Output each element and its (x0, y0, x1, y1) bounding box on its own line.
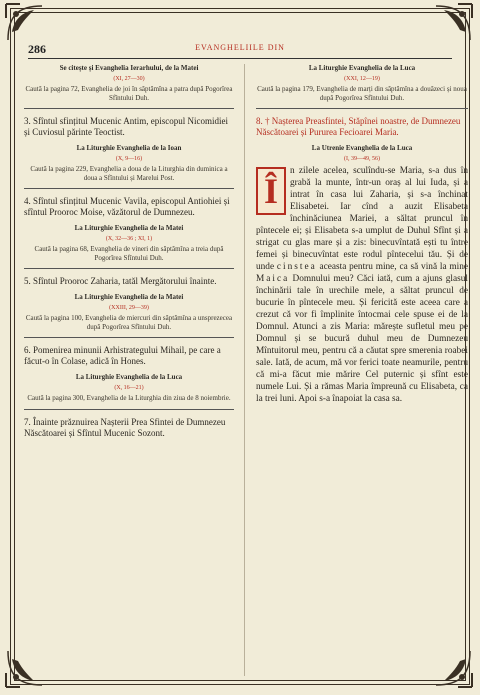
reading-title: La Utrenie Evanghelia de la Luca (311, 144, 413, 152)
saint-entry: 7. Înainte prăznuirea Nașterii Prea Sfintei de Dumnezeu Născătoarei și Sfîntul Mucenic Sozont. (24, 416, 226, 438)
header-rule (28, 58, 452, 59)
right-column (256, 64, 468, 405)
gospel-text-part: n zilele acelea, sculîndu-se Maria, s-a dus în grabă la munte, într-un oraș al lui Iuda, și a intrat în casa lui Zaharia, și s-a închinat Elisabetei. Iar cînd a auzit Elisabeta închinăciunea Mariei, a săltat pruncul în pîntecele ei; și Elisabeta s-a umplut de Duhul Sfînt și a strigat cu glas mare și a zis: binecuvîntată ești tu între femei și binecuvîntat este rodul pîntecelui tău. Și de unde (256, 166, 468, 272)
column-divider (244, 64, 245, 676)
gospel-spaced-word: cinstea (276, 262, 317, 272)
reading-title: Se citește și Evanghelia Ierarhului, de la Matei (59, 64, 199, 72)
saint-entry: 5. Sfîntul Prooroc Zaharia, tatăl Mergătorului înainte. (24, 276, 217, 286)
left-column (24, 64, 234, 445)
reading-reference: (X, 16—21) (114, 385, 144, 391)
reading-title: La Liturghie Evanghelia de la Ioan (76, 144, 182, 152)
saint-entry: 4. Sfîntul sfințitul Mucenic Vavila, episcopul Antiohiei și sfîntul Prooroc Moise, văzătorul de Dumnezeu. (24, 196, 230, 217)
reading-title: La Liturghie Evanghelia de la Luca (308, 64, 416, 72)
drop-cap (256, 167, 286, 215)
saint-entry: 6. Pomenirea minunii Arhistrategului Mihail, pe care a făcut-o în Colase, adică în Hones. (24, 345, 221, 366)
corner-ornament-icon (432, 2, 474, 44)
reading-reference: (XI, 27—30) (113, 76, 145, 82)
reading-title: La Liturghie Evanghelia de la Luca (75, 373, 183, 381)
section-rule (24, 108, 234, 109)
page-number: 286 (28, 42, 46, 56)
reading-instruction: Caută la pagina 100, Evanghelia de miercuri din săptămîna a unsprezecea după Pogorîrea Sfîntului Duh. (25, 314, 233, 331)
reading-reference: (X, 32—36 ; XI, 1) (105, 236, 153, 242)
section-rule (24, 268, 234, 269)
feast-entry: 8. † Nașterea Preasfintei, Stăpînei noastre, de Dumnezeu Născătoarei și Pururea Fecioarei Maria. (256, 116, 461, 137)
reading-reference: (XXI, 12—19) (344, 76, 380, 82)
page-header (28, 42, 452, 58)
reading-instruction: Caută la pagina 68, Evanghelia de vineri din săptămîna a treia după Pogorîrea Sfîntului Duh. (34, 245, 224, 262)
gospel-text-part: aceasta pentru mine, ca să vină la mine (316, 262, 468, 272)
reading-instruction: Caută la pagina 179, Evanghelia de marți din săptămîna a douăzeci și noua după Pogorîrea Sfîntului Duh. (257, 85, 467, 102)
section-rule (24, 337, 234, 338)
corner-ornament-icon (432, 647, 474, 689)
reading-reference: (XXIII, 29—39) (109, 305, 149, 311)
reading-title: La Liturghie Evanghelia de la Matei (74, 224, 184, 232)
reading-reference: (I, 39—49, 56) (344, 156, 380, 162)
running-head: EVANGHELIILE DIN (195, 43, 285, 52)
section-rule (24, 409, 234, 410)
reading-instruction: Caută la pagina 72, Evanghelia de joi în săptămîna a patra după Pogorîrea Sfîntului Duh. (25, 85, 233, 102)
drop-cap-letter: Î (263, 171, 278, 211)
reading-reference: (X, 9—16) (115, 156, 143, 162)
section-rule (24, 188, 234, 189)
reading-title: La Liturghie Evanghelia de la Matei (74, 293, 184, 301)
reading-instruction: Caută la pagina 300, Evanghelia de la Liturghia din ziua de 8 noiembrie. (27, 394, 231, 402)
section-rule (256, 108, 468, 109)
gospel-text-part: Domnului meu? Căci iată, cum a ajuns glasul închinării tale în urechile mele, a săltat pruncul de bucurie în pîntecele meu. Și fericită este aceea care a crezut că vor fi împlinite întocmai cele spuse ei de la Domnul. Atunci a zis Maria: mărește sufletul meu pe Domnul și se bucură duhul meu de Dumnezeu Mîntuitorul meu, pentru că a căutat spre smerenia roabei sale. Iată, de acum, mă vor ferici toate neamurile, pentru că mi-a făcut mie mărire Cel puternic și sfînt este numele Lui. Și a rămas Maria împreună cu Elisabeta, ca la trei luni. Apoi s-a înapoiat la casa sa. (256, 274, 468, 404)
gospel-text (256, 165, 468, 405)
corner-ornament-icon (4, 647, 46, 689)
reading-instruction: Caută la pagina 229, Evanghelia a doua de la Liturghia din duminica a doua a Sfîntului și Marelui Post. (30, 165, 228, 182)
saint-entry: 3. Sfîntul sfințitul Mucenic Antim, episcopul Nicomidiei și Cuviosul părinte Teoctist. (24, 116, 228, 137)
gospel-spaced-word: Maica (256, 274, 290, 284)
corner-ornament-icon (4, 2, 46, 44)
